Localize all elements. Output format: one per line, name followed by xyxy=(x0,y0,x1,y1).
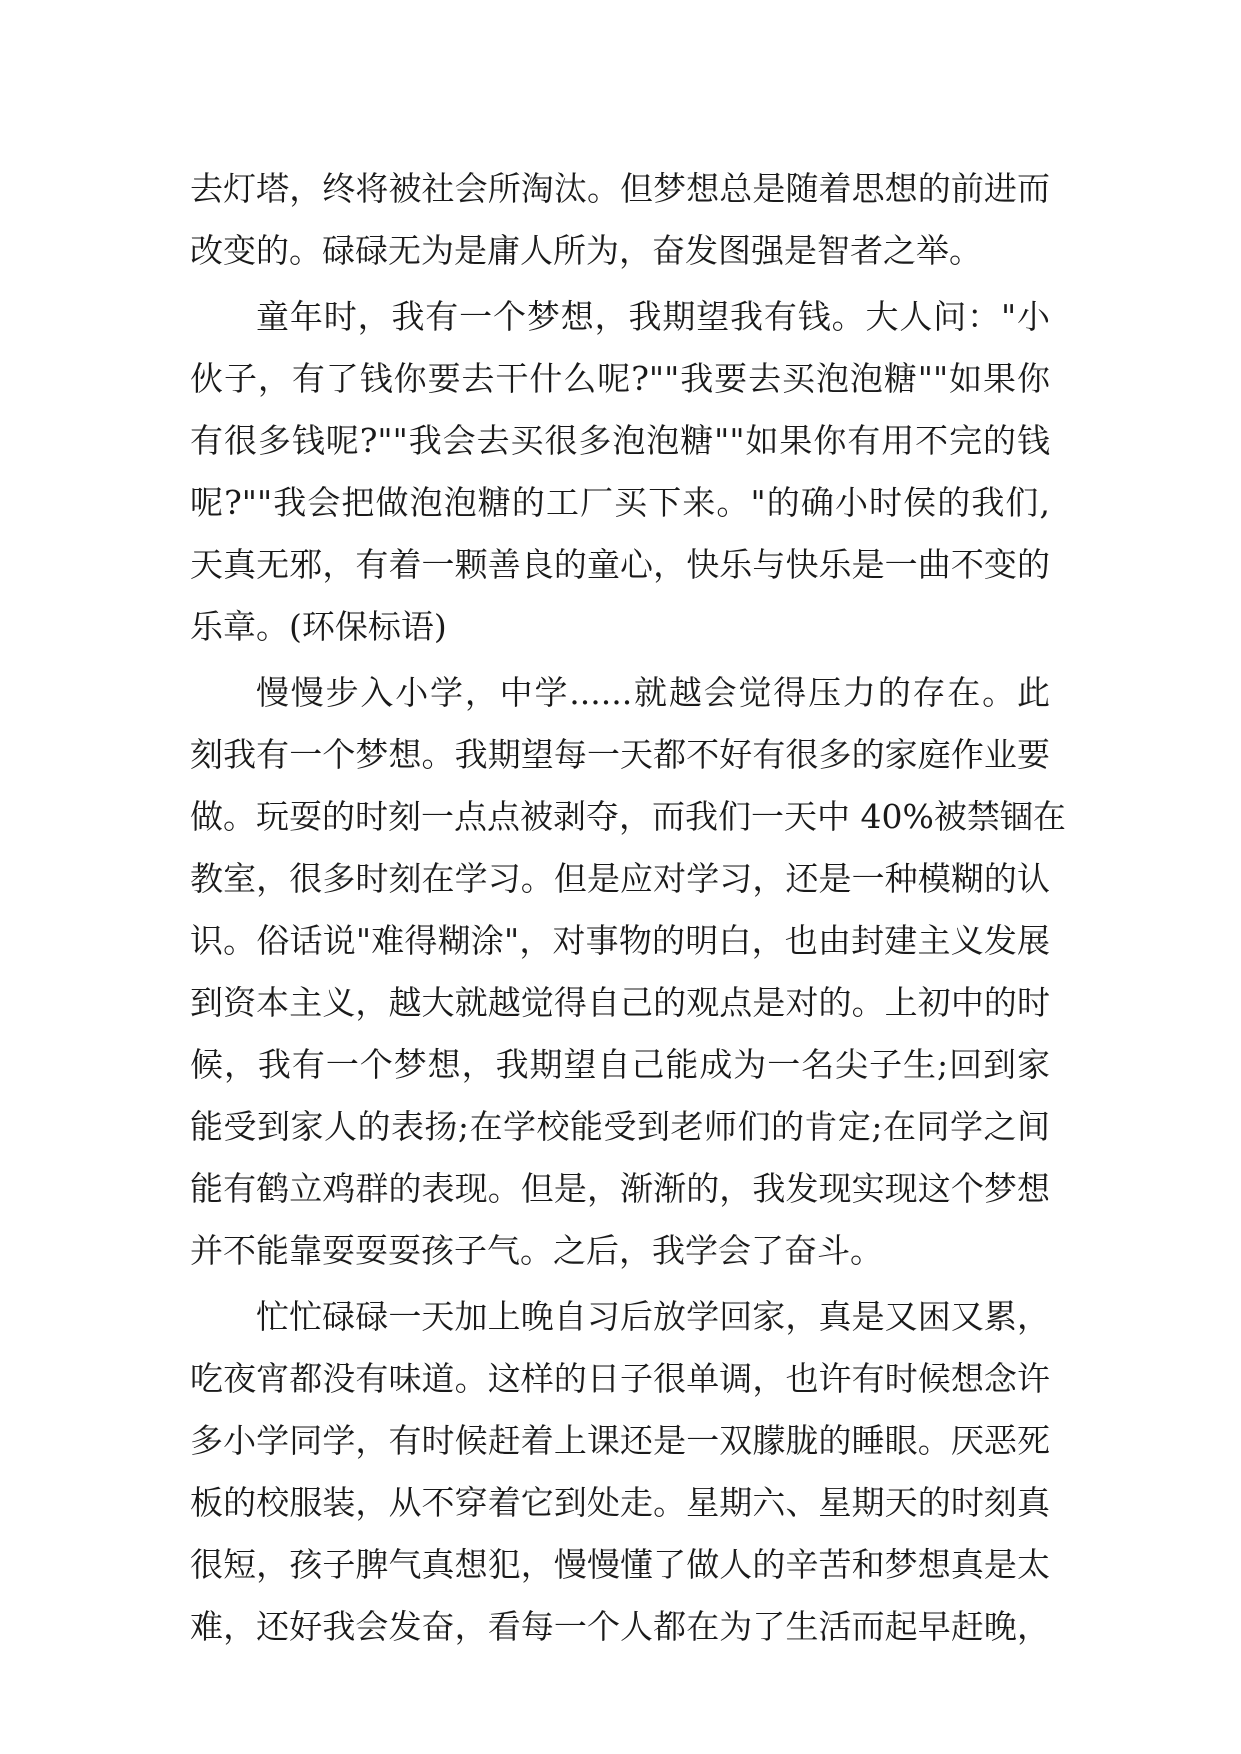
text-line: 很短，孩子脾气真想犯，慢慢懂了做人的辛苦和梦想真是太 xyxy=(190,1545,1050,1584)
text-line: 多小学同学，有时候赶着上课还是一双朦胧的睡眼。厌恶死 xyxy=(190,1421,1050,1460)
paragraph-4 xyxy=(190,1286,1050,1658)
text-line: 呢?""我会把做泡泡糖的工厂买下来。"的确小时侯的我们, xyxy=(190,483,1050,522)
text-line: 并不能靠耍耍耍孩子气。之后，我学会了奋斗。 xyxy=(190,1231,883,1270)
text-line: 慢慢步入小学，中学......就越会觉得压力的存在。此 xyxy=(256,673,1050,712)
text-line: 吃夜宵都没有味道。这样的日子很单调，也许有时候想念许 xyxy=(190,1359,1050,1398)
text-line: 到资本主义，越大就越觉得自己的观点是对的。上初中的时 xyxy=(190,983,1050,1022)
text-line: 乐章。(环保标语) xyxy=(190,607,447,646)
text-line: 做。玩耍的时刻一点点被剥夺，而我们一天中 40%被禁锢在 xyxy=(190,797,1066,836)
text-line: 有很多钱呢?""我会去买很多泡泡糖""如果你有用不完的钱 xyxy=(190,421,1050,460)
text-line: 板的校服装，从不穿着它到处走。星期六、星期天的时刻真 xyxy=(190,1483,1050,1522)
text-line: 识。俗话说"难得糊涂"，对事物的明白，也由封建主义发展 xyxy=(190,921,1050,960)
text-line: 改变的。碌碌无为是庸人所为，奋发图强是智者之举。 xyxy=(190,231,982,270)
text-line: 去灯塔，终将被社会所淘汰。但梦想总是随着思想的前进而 xyxy=(190,169,1050,208)
text-line: 能受到家人的表扬;在学校能受到老师们的肯定;在同学之间 xyxy=(190,1107,1050,1146)
document-body xyxy=(190,158,1066,1658)
paragraph-1 xyxy=(190,158,1050,282)
paragraph-3 xyxy=(190,662,1066,1282)
text-line: 伙子，有了钱你要去干什么呢?""我要去买泡泡糖""如果你 xyxy=(190,359,1050,398)
text-line: 刻我有一个梦想。我期望每一天都不好有很多的家庭作业要 xyxy=(190,735,1050,774)
text-line: 天真无邪，有着一颗善良的童心，快乐与快乐是一曲不变的 xyxy=(190,545,1050,584)
text-line: 难，还好我会发奋，看每一个人都在为了生活而起早赶晚， xyxy=(190,1607,1050,1646)
text-line: 童年时，我有一个梦想，我期望我有钱。大人问："小 xyxy=(256,297,1050,336)
text-line: 忙忙碌碌一天加上晚自习后放学回家，真是又困又累， xyxy=(256,1297,1050,1336)
text-line: 教室，很多时刻在学习。但是应对学习，还是一种模糊的认 xyxy=(190,859,1050,898)
text-line: 候，我有一个梦想，我期望自己能成为一名尖子生;回到家 xyxy=(190,1045,1050,1084)
text-line: 能有鹤立鸡群的表现。但是，渐渐的，我发现实现这个梦想 xyxy=(190,1169,1050,1208)
paragraph-2 xyxy=(190,286,1050,658)
